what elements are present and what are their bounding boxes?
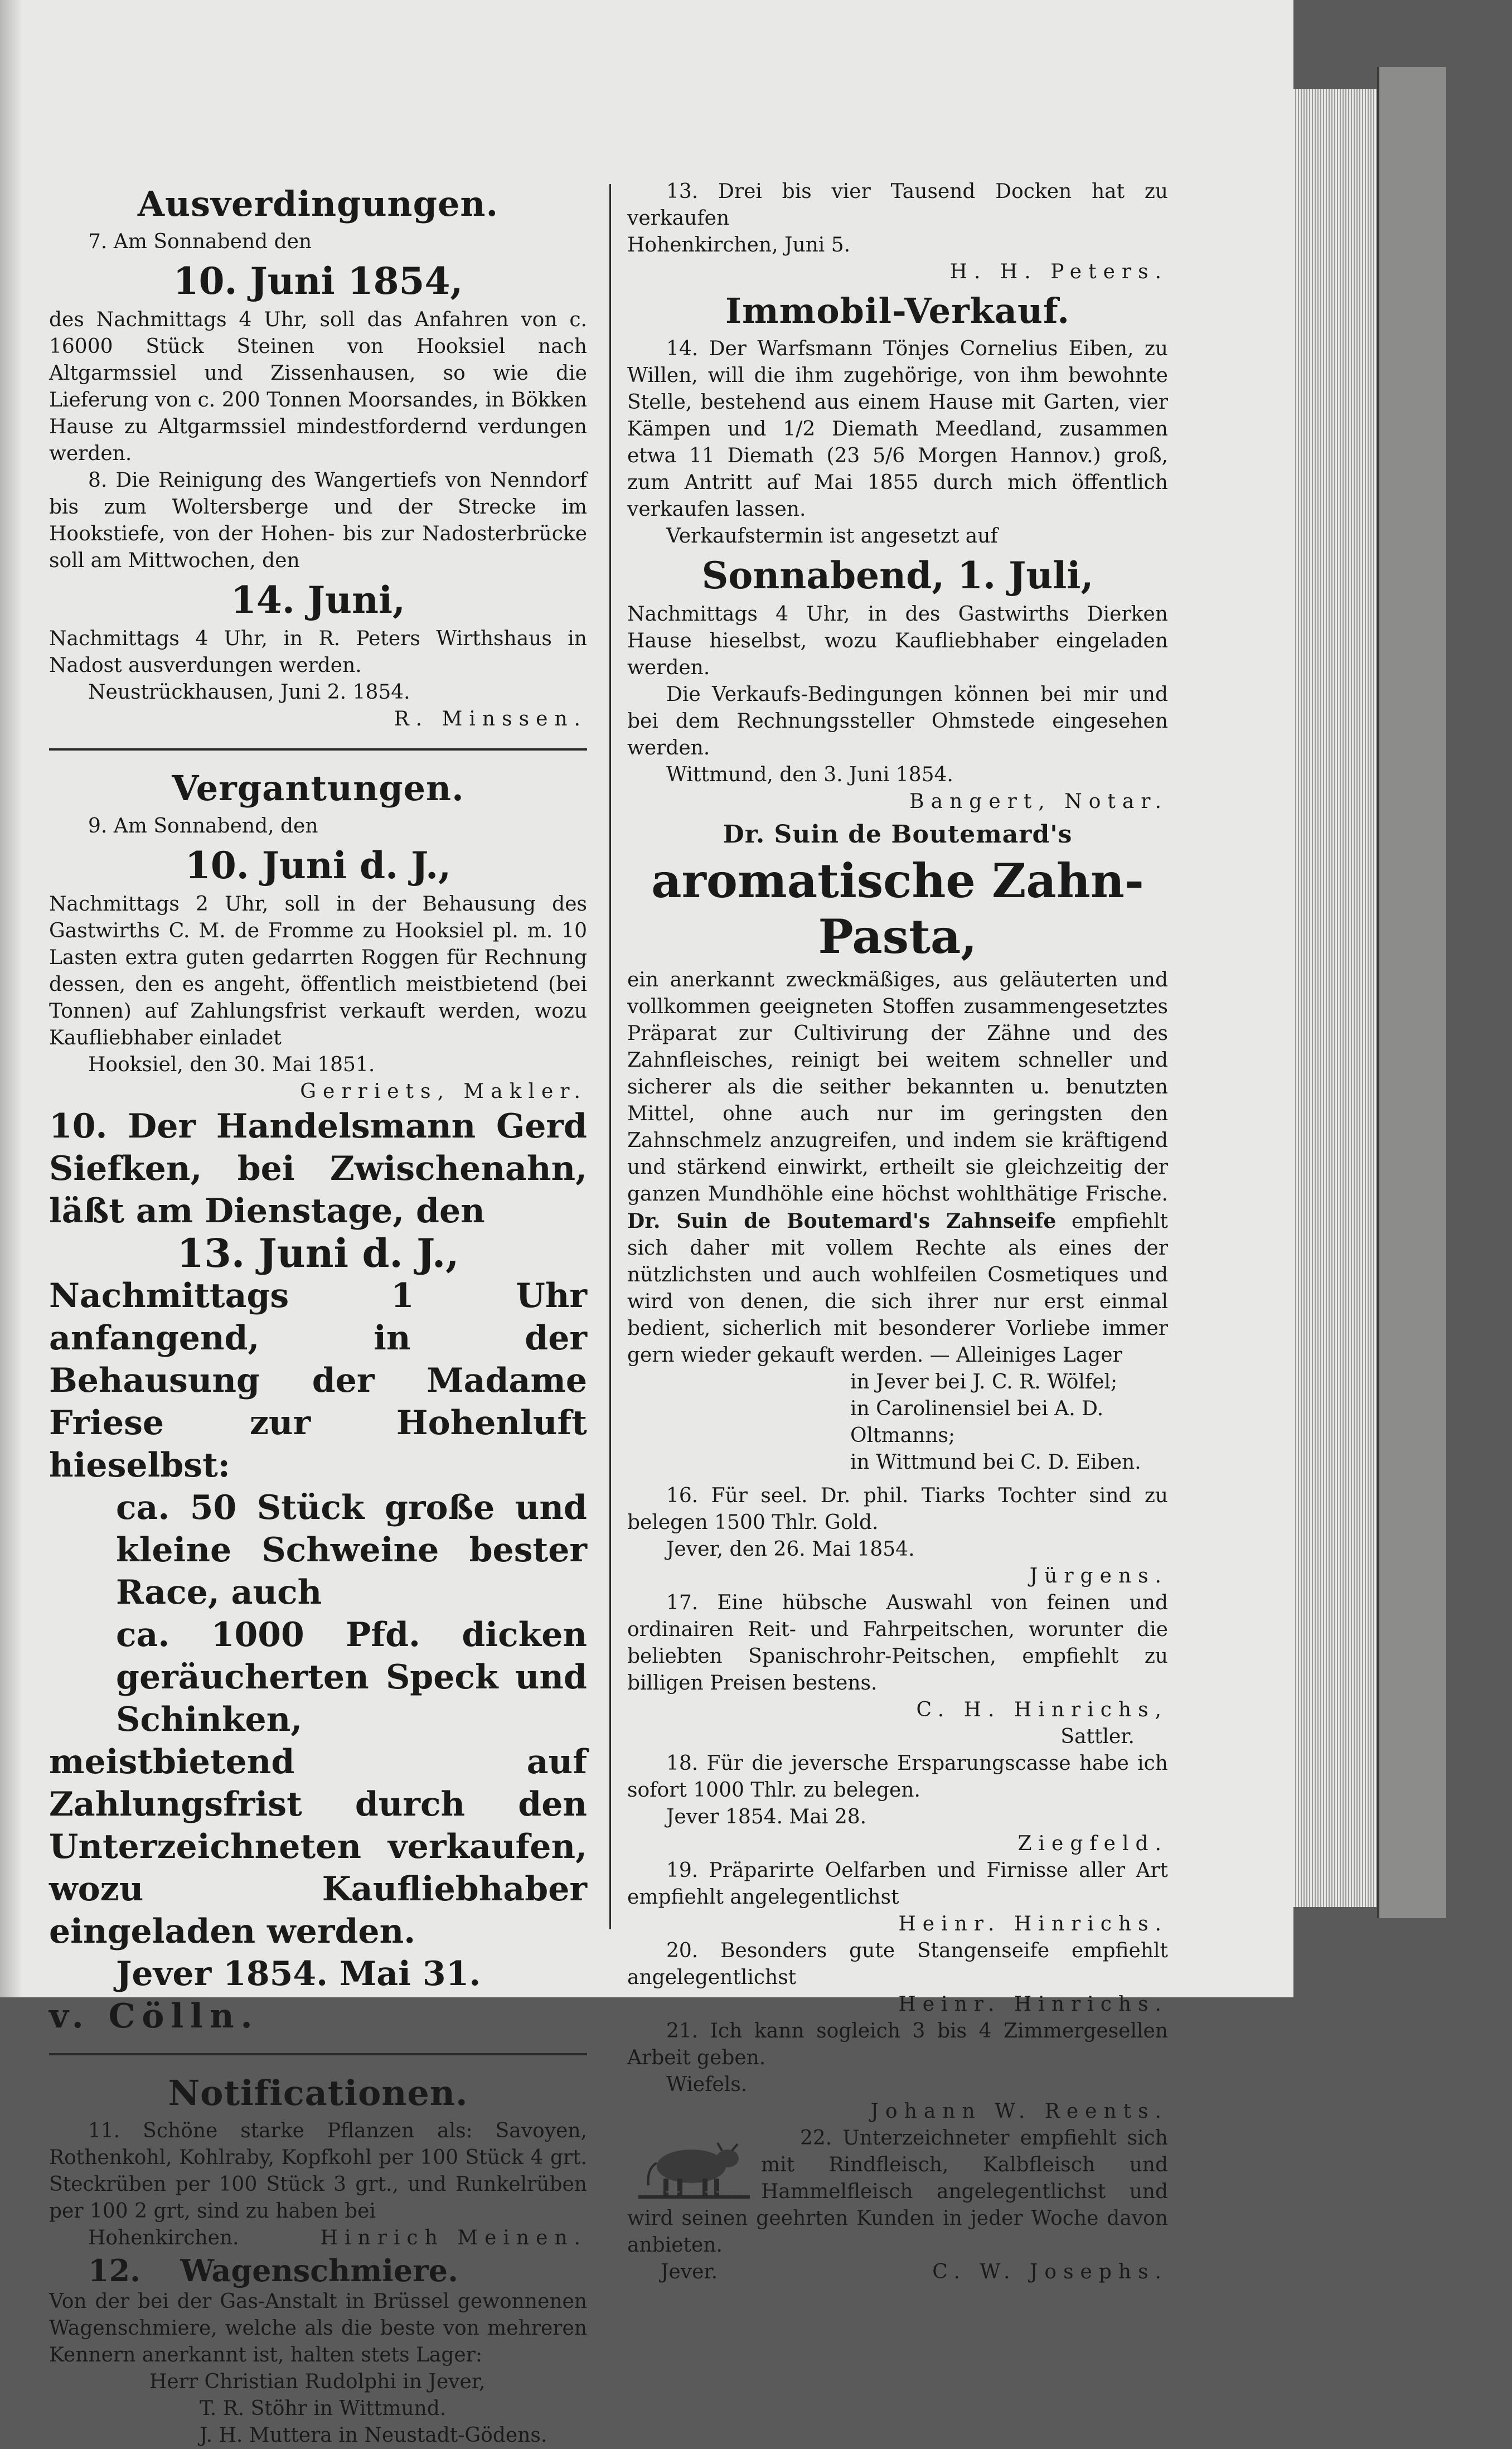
binding-gutter: [0, 0, 22, 1997]
heading-ausverdingungen: Ausverdingungen.: [137, 183, 499, 224]
item13-text: 13. Drei bis vier Tausend Docken hat zu verkaufen: [627, 180, 1168, 230]
book-cover-edge: [1377, 67, 1446, 1918]
item12-title: Wagenschmiere.: [180, 2253, 458, 2288]
item17-role: Sattler.: [1060, 1725, 1135, 1748]
section-immobil-verkauf: [627, 289, 1168, 815]
zahnpasta-subtitle: Dr. Suin de Boutemard's: [723, 820, 1073, 849]
section-item10: [49, 1105, 587, 2037]
item22-text: 22. Unterzeichneter empfiehlt sich mit Rindfleisch, Kalbfleisch und Hammelfleisch angelegentlichst und wird seinen geehrten Kunden in jeder Woche davon anbieten.: [627, 2127, 1168, 2257]
item10-line4: ca. 1000 Pfd. dicken geräucherten Speck und Schinken,: [116, 1615, 587, 1739]
item14-place-date: Wittmund, den 3. Juni 1854.: [666, 763, 953, 786]
item16-text: 16. Für seel. Dr. phil. Tiarks Tochter sind zu belegen 1500 Thlr. Gold.: [627, 1484, 1168, 1534]
item7-text: des Nachmittags 4 Uhr, soll das Anfahren von c. 16000 Stück Steinen von Hooksiel nach Altgarmssiel und Zissenhausen, so wie die Lieferung von c. 200 Tonnen Moorsandes, in Bökken Hause zu Altgarmssiel mindestfordernd verdungen werden.: [49, 308, 587, 465]
book-page-edges: [1293, 89, 1377, 1907]
item20-text: 20. Besonders gute Stangenseife empfiehlt angelegentlichst: [627, 1939, 1168, 1989]
zahnseife-name: Dr. Suin de Boutemard's Zahnseife: [627, 1209, 1057, 1233]
zahnpasta-list-1: in Jever bei J. C. R. Wölfel;: [850, 1371, 1118, 1393]
right-column: [627, 178, 1168, 2283]
item10-line3: ca. 50 Stück große und kleine Schweine bester Race, auch: [116, 1488, 587, 1612]
item10-line5: meistbietend auf Zahlungsfrist durch den Unterzeichneten verkaufen, wozu Kaufliebhaber eingeladen werden.: [49, 1743, 587, 1951]
item16-signature: Jürgens.: [1029, 1565, 1168, 1588]
item12-list-3: J. H. Muttera in Neustadt-Gödens.: [200, 2424, 547, 2447]
item21-place: Wiefels.: [666, 2073, 748, 2096]
item14-text3: Die Verkaufs-Bedingungen können bei mir und bei dem Rechnungssteller Ohmstede eingesehen werden.: [627, 683, 1168, 759]
item18-text: 18. Für die jeversche Ersparungscasse habe ich sofort 1000 Thlr. zu belegen.: [627, 1752, 1168, 1802]
item17-signature: C. H. Hinrichs,: [916, 1698, 1168, 1721]
item14-signature: Bangert, Notar.: [909, 790, 1168, 813]
item12-list-1: Herr Christian Rudolphi in Jever,: [149, 2370, 486, 2393]
vergantungen-place-date: Hooksiel, den 30. Mai 1851.: [88, 1053, 375, 1076]
item16-place: Jever, den 26. Mai 1854.: [666, 1538, 915, 1561]
item12-number: 12.: [88, 2253, 140, 2288]
item9-intro: 9. Am Sonnabend, den: [88, 815, 318, 838]
separator-rule: [49, 2053, 587, 2055]
item21-text: 21. Ich kann sogleich 3 bis 4 Zimmergesellen Arbeit geben.: [627, 2020, 1168, 2069]
heading-vergantungen: Vergantungen.: [172, 768, 464, 809]
zahnpasta-text-body2: empfiehlt sich daher mit vollem Rechte als eines der nützlichsten und auch wohlfeilen Cosmetiques und wird von denen, die sich ihrer nur erst einmal bedient, sicherlich mit besonderer Vorliebe immer gern wieder gekauft werden. — Alleiniges Lager: [627, 1210, 1168, 1367]
item8-text: 8. Die Reinigung des Wangertiefs von Nenndorf bis zum Woltersberge und der Strecke im Hookstiefe, von der Hohen- bis zur Nadosterbrücke soll am Mittwochen, den: [49, 469, 587, 572]
item19-signature: Heinr. Hinrichs.: [898, 1913, 1168, 1935]
section-vergantungen: [49, 766, 587, 1105]
item22-signature: C. W. Josephs.: [932, 2261, 1168, 2283]
zahnpasta-list-2: in Carolinensiel bei A. D. Oltmanns;: [850, 1397, 1104, 1447]
item22-footer: [627, 2259, 1168, 2286]
item12-list-2: T. R. Stöhr in Wittmund.: [200, 2397, 447, 2420]
zahnpasta-title: aromatische Zahn-Pasta,: [651, 853, 1144, 964]
item18-signature: Ziegfeld.: [1017, 1832, 1168, 1855]
item11-text: 11. Schöne starke Pflanzen als: Savoyen, Rothenkohl, Kohlraby, Kopfkohl per 100 Stück 4 grt. Steckrüben per 100 Stück 3 grt., und Runkelrüben per 100 2 grt, sind zu haben bei: [49, 2119, 587, 2223]
item13-signature: H. H. Peters.: [949, 260, 1168, 283]
item10-line1: 10. Der Handelsmann Gerd Siefken, bei Zwischenahn, läßt am Dienstage, den: [49, 1107, 587, 1231]
zahnpasta-list-3: in Wittmund bei C. D. Eiben.: [850, 1451, 1141, 1474]
zahnpasta-text: [627, 967, 1168, 1369]
item22-place: Jever.: [661, 2261, 718, 2283]
ausverdingungen-place-date: Neustrückhausen, Juni 2. 1854.: [88, 681, 410, 704]
item7-date: 10. Juni 1854,: [173, 259, 463, 303]
separator-rule: [49, 748, 587, 751]
item11-place: Hohenkirchen.: [88, 2227, 239, 2249]
item18-place: Jever 1854. Mai 28.: [666, 1806, 867, 1828]
item22-block: [627, 2125, 1168, 2286]
item14-text2: Nachmittags 4 Uhr, in des Gastwirths Dierken Hause hieselbst, wozu Kaufliebhaber eingeladen werden.: [627, 603, 1168, 679]
item14-date: Sonnabend, 1. Juli,: [701, 554, 1094, 597]
section-ausverdingungen: [49, 182, 587, 733]
item20-signature: Heinr. Hinrichs.: [898, 1993, 1168, 2016]
item8-date: 14. Juni,: [230, 578, 406, 622]
heading-immobil-verkauf: Immobil-Verkauf.: [725, 291, 1070, 331]
item10-place-date: Jever 1854. Mai 31.: [116, 1954, 481, 1993]
item14-termin: Verkaufstermin ist angesetzt auf: [666, 525, 998, 548]
item8-text2: Nachmittags 4 Uhr, in R. Peters Wirthshaus in Nadost ausverdungen werden.: [49, 627, 587, 677]
item7-intro: 7. Am Sonnabend den: [88, 230, 312, 253]
item12-title-line: [49, 2253, 587, 2288]
section-zahnpasta: [627, 819, 1168, 1476]
column-rule: [609, 184, 611, 1929]
ox-woodcut-icon: [638, 2129, 750, 2202]
item21-signature: Johann W. Reents.: [870, 2100, 1168, 2123]
section-notificationen: [49, 2071, 587, 2449]
item10-line2: Nachmittags 1 Uhr anfangend, in der Behausung der Madame Friese zur Hohenluft hieselbst:: [49, 1276, 587, 1485]
item9-date: 10. Juni d. J.,: [185, 844, 452, 887]
heading-notificationen: Notificationen.: [168, 2073, 468, 2113]
zahnpasta-text-body: ein anerkannt zweckmäßiges, aus geläuterten und vollkommen geeigneten Stoffen zusammengesetztes Präparat zur Cultivirung der Zähne und des Zahnfleisches, reinigt bei weitem schneller und sicherer als die seither bekannten u. benutzten Mittel, ohne auch nur im geringsten den Zahnschmelz anzugreifen, und indem sie kräftigend und stärkend einwirkt, ertheilt sie gleichzeitig der ganzen Mundhöhle eine höchst wohlthätige Frische.: [627, 969, 1168, 1206]
item14-text: 14. Der Warfsmann Tönjes Cornelius Eiben, zu Willen, will die ihm zugehörige, von ihm bewohnte Stelle, bestehend aus einem Hause mit Garten, vier Kämpen und 1/2 Diemath Meedland, zusammen etwa 11 Diemath (23 5/6 Morgen Hannov.) groß, zum Antritt auf Mai 1855 durch mich öffentlich verkaufen lassen.: [627, 337, 1168, 521]
item10-signature: v. Cölln.: [49, 1997, 259, 2036]
item11-footer: [49, 2225, 587, 2252]
vergantungen-signature: Gerriets, Makler.: [300, 1080, 587, 1103]
left-column: [49, 178, 587, 2447]
item19-text: 19. Präparirte Oelfarben und Firnisse aller Art empfiehlt angelegentlichst: [627, 1859, 1168, 1909]
item12-text: Von der bei der Gas-Anstalt in Brüssel gewonnenen Wagenschmiere, welche als die beste von mehreren Kennern anerkannt ist, halten stets Lager:: [49, 2290, 587, 2366]
item13-place: Hohenkirchen, Juni 5.: [627, 234, 851, 256]
item17-text: 17. Eine hübsche Auswahl von feinen und ordinairen Reit- und Fahrpeitschen, worunter die beliebten Spanischrohr-Peitschen, empfiehlt zu billigen Preisen bestens.: [627, 1591, 1168, 1695]
ausverdingungen-signature: R. Minssen.: [394, 708, 587, 730]
item11-signature: Hinrich Meinen.: [320, 2227, 587, 2249]
item10-date: 13. Juni d. J.,: [177, 1230, 459, 1276]
item9-text: Nachmittags 2 Uhr, soll in der Behausung des Gastwirths C. M. de Fromme zu Hooksiel pl. m. 10 Lasten extra guten gedarrten Roggen für Rechnung dessen, den es angeht, öffentlich meistbietend (bei Tonnen) auf Zahlungsfrist verkauft werden, wozu Kaufliebhaber einladet: [49, 893, 587, 1049]
